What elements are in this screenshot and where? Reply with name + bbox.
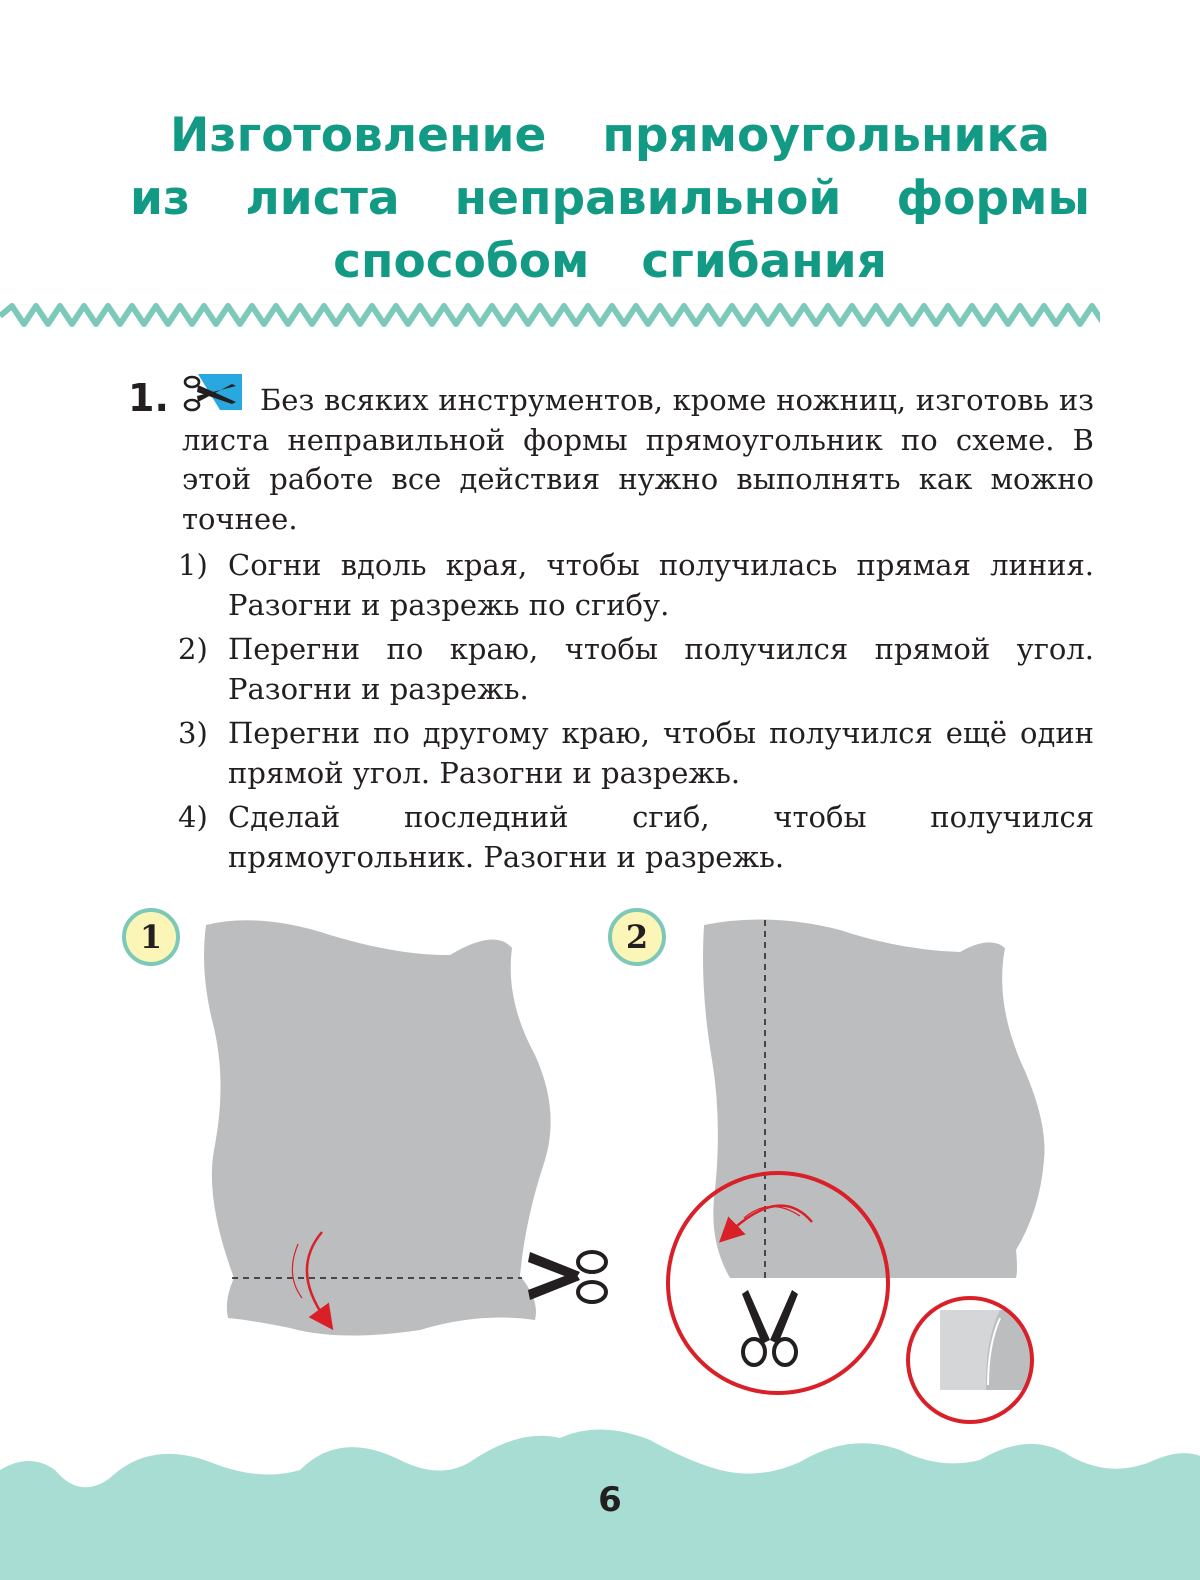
title-word: прямоугольника — [602, 108, 1050, 163]
scissors-icon — [742, 1290, 798, 1365]
title-word: способом — [333, 234, 590, 289]
title-word: листа — [245, 171, 400, 226]
title-word: формы — [896, 171, 1090, 226]
figure-badge-1: 1 — [122, 908, 180, 966]
step-text: Перегни по другому краю, чтобы получился ещё один прямой угол. Разогни и разрежь. — [228, 716, 1094, 790]
step-text: Перегни по краю, чтобы получился прямой угол. Разогни и разрежь. — [228, 632, 1094, 706]
paper-sheet-2 — [703, 920, 1045, 1278]
figure-badge-2: 2 — [608, 908, 666, 966]
step-number: 1) — [178, 548, 208, 582]
title-word: из — [130, 171, 191, 226]
page-number: 6 — [598, 1480, 622, 1520]
step-number: 3) — [178, 716, 208, 750]
step-number: 2) — [178, 632, 208, 666]
task-number: 1. — [128, 376, 169, 420]
title-word: Изготовление — [170, 108, 547, 163]
paper-sheet-1 — [204, 920, 551, 1335]
task-intro: Без всяких инструментов, кроме ножниц, изготовь из листа неправильной формы прямоугольник по схеме. В этой работе все действия нужно выполнять как можно точнее. — [182, 383, 1094, 536]
corner-detail — [908, 1298, 1040, 1422]
title-word: неправильной — [454, 171, 842, 226]
step-text: Сделай последний сгиб, чтобы получился прямоугольник. Разогни и разрежь. — [228, 800, 1094, 874]
step-text: Согни вдоль края, чтобы получилась прямая линия. Разогни и разрежь по сгибу. — [228, 548, 1094, 622]
step-number: 4) — [178, 800, 208, 834]
scissors-icon — [528, 1252, 606, 1302]
title-word: сгибания — [641, 234, 887, 289]
